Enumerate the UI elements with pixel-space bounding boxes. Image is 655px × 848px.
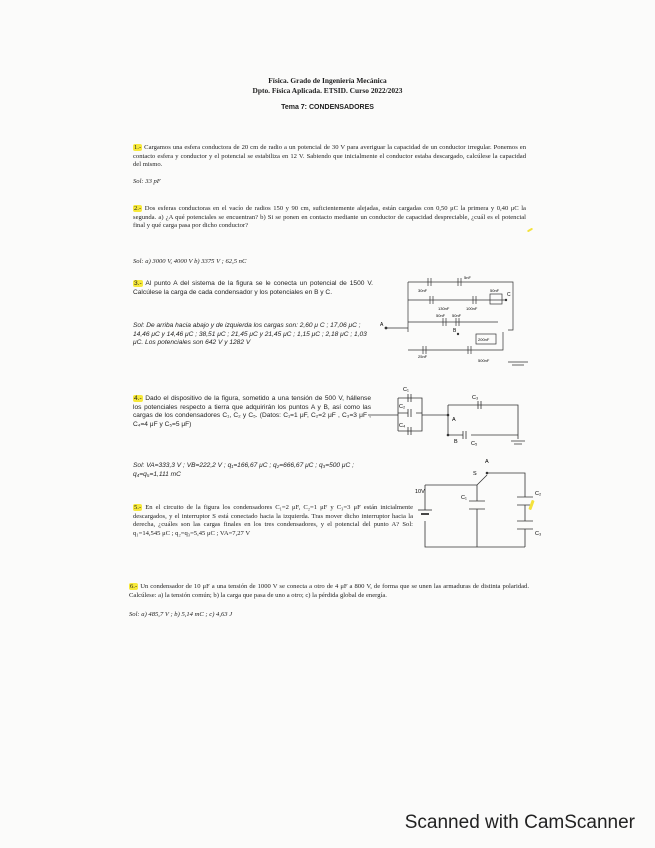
problem-5-number: 5.- bbox=[134, 504, 142, 511]
problem-1-text: Cargamos una esfera conductora de 20 cm de radio a un potencial de 30 V para averiguar la capacidad de un conductor irregular. Ponemos en contacto esfera y conductor y el potencial se estabiliza en 12 V. Sabiendo que inicialmente el conductor estaba descargado, calcúlese la capacidad del mismo. bbox=[133, 144, 526, 169]
fig3-c9: 200nF bbox=[478, 337, 490, 342]
fig3-c6: 50nF bbox=[452, 313, 462, 318]
problem-3-solution: Sol: De arriba hacia abajo y de izquierda los cargas son: 2,60 μ C ; 17,06 μC ; 14,46 μC y 14,46 μC ; 38,51 μC ; 21,45 μC y 21,45 μC ; 1,15 μC ; 2,18 μC ; 1,03 μC. Los potenciales son 642 V y 1282 V bbox=[133, 322, 367, 347]
problem-5-text: En el circuito de la figura los condensadores C₁=2 μF, C₂=1 μF y C₃=3 μF están inicialmente descargados, y el interruptor S está conectado hacia la izquierda. Tras mover dicho interruptor hacia la derecha, ¿cuáles son las cargas finales en los tres condensadores, y el potencial del punto A? Sol: q₁=14,545 μC ; q₂=q₃=5,45 μC ; VA=7,27 V bbox=[133, 504, 413, 538]
fig3-label-b: B bbox=[453, 328, 457, 334]
figure-3-circuit bbox=[378, 270, 538, 370]
fig3-c1: 30nF bbox=[418, 288, 428, 293]
fig4-c3: C₃ bbox=[472, 395, 479, 401]
fig4-c2: C₂ bbox=[399, 404, 406, 410]
fig4-c1: C₁ bbox=[403, 387, 409, 393]
problem-6-number: 6.- bbox=[130, 583, 138, 590]
problem-2-solution: Sol: a) 3000 V, 4000 V b) 3375 V ; 62,5 nC bbox=[133, 258, 247, 265]
highlight-stroke bbox=[527, 228, 533, 233]
problem-3 bbox=[133, 280, 373, 297]
problem-5 bbox=[133, 504, 413, 539]
problem-4 bbox=[133, 395, 371, 430]
fig3-c10: 500nF bbox=[478, 358, 490, 363]
fig4-c5: C₅ bbox=[471, 441, 478, 447]
problem-2-text: Dos esferas conductoras en el vacío de radios 150 y 90 cm, suficientemente alejadas, están cargadas con 0,50 μC la primera y 0,40 μC la segunda. a) ¿A qué potenciales se encuentran? b) Si se ponen en contacto mediante un conductor de capacidad despreciable, ¿cuál es el potencial final y qué carga pasa por dicho conductor? bbox=[133, 205, 526, 230]
problem-3-number: 3.- bbox=[134, 280, 142, 287]
fig5-c1: C₁ bbox=[461, 495, 467, 501]
fig3-c4: 100nF bbox=[466, 306, 478, 311]
fig5-switch: S bbox=[473, 471, 477, 477]
problem-2-number: 2.- bbox=[134, 205, 142, 212]
fig3-label-c: C bbox=[507, 292, 511, 298]
topic-title: Tema 7: CONDENSADORES bbox=[281, 104, 374, 111]
fig3-c7: 50nF bbox=[490, 288, 500, 293]
problem-4-number: 4.- bbox=[134, 395, 142, 402]
fig3-c5: 50nF bbox=[436, 313, 446, 318]
figure-4-circuit bbox=[368, 383, 528, 453]
problem-2 bbox=[133, 205, 526, 231]
camscanner-watermark: Scanned with CamScanner bbox=[404, 812, 635, 833]
problem-4-solution: Sol: VA=333,3 V ; VB=222,2 V ; q₁=166,67 μC ; q₂=666,67 μC ; q₃=500 μC ; q₄=q₅=1,111 mC bbox=[133, 462, 354, 478]
fig5-label-a: A bbox=[485, 459, 489, 465]
fig3-c8: 25nF bbox=[418, 354, 428, 359]
problem-6-text: Un condensador de 10 μF a una tensión de 1000 V se conecta a otro de 4 μF a 800 V, de forma que se unen las armaduras de distinta polaridad. Calcúlese: a) la tensión común; b) la carga que pasa de uno a otro; c) la pérdida global de energía. bbox=[129, 583, 529, 599]
department-line: Dpto. Física Aplicada. ETSID. Curso 2022/2023 bbox=[252, 86, 403, 95]
fig3-c3: 130nF bbox=[438, 306, 450, 311]
fig4-label-b: B bbox=[454, 439, 458, 445]
problem-6 bbox=[129, 583, 529, 600]
fig4-c4: C₄ bbox=[399, 423, 406, 429]
fig3-label-a: A bbox=[380, 322, 384, 328]
fig5-c3: C₃ bbox=[535, 531, 542, 537]
problem-1-solution: Sol: 33 pF bbox=[133, 178, 161, 185]
problem-6-solution: Sol: a) 485,7 V ; b) 5,14 mC ; c) 4,63 J bbox=[129, 611, 233, 618]
problem-1-number: 1.- bbox=[134, 144, 142, 151]
problem-3-text: Al punto A del sistema de la figura se le conecta un potencial de 1500 V. Calcúlese la carga de cada condensador y los potenciales en B y C. bbox=[133, 280, 374, 296]
figure-5-circuit bbox=[415, 455, 545, 555]
course-title: Física. Grado de Ingeniería Mecánica bbox=[268, 76, 387, 85]
fig4-label-a: A bbox=[452, 417, 456, 423]
problem-4-text: Dado el dispositivo de la figura, sometido a una tensión de 500 V, hállense los potenciales respecto a tierra que adquirirán los puntos A y B, así como las cargas de los condensadores C₁, C₂ y C₅. (Datos: C₁=1 μF, C₂=2 μF , C₃=3 μF , C₄=4 μF y C₅=5 μF) bbox=[133, 395, 371, 429]
fig3-c2: 5nF bbox=[464, 275, 471, 280]
fig5-c2: C₂ bbox=[535, 491, 542, 497]
fig5-voltage: 10V bbox=[415, 489, 425, 495]
problem-1 bbox=[133, 144, 526, 170]
